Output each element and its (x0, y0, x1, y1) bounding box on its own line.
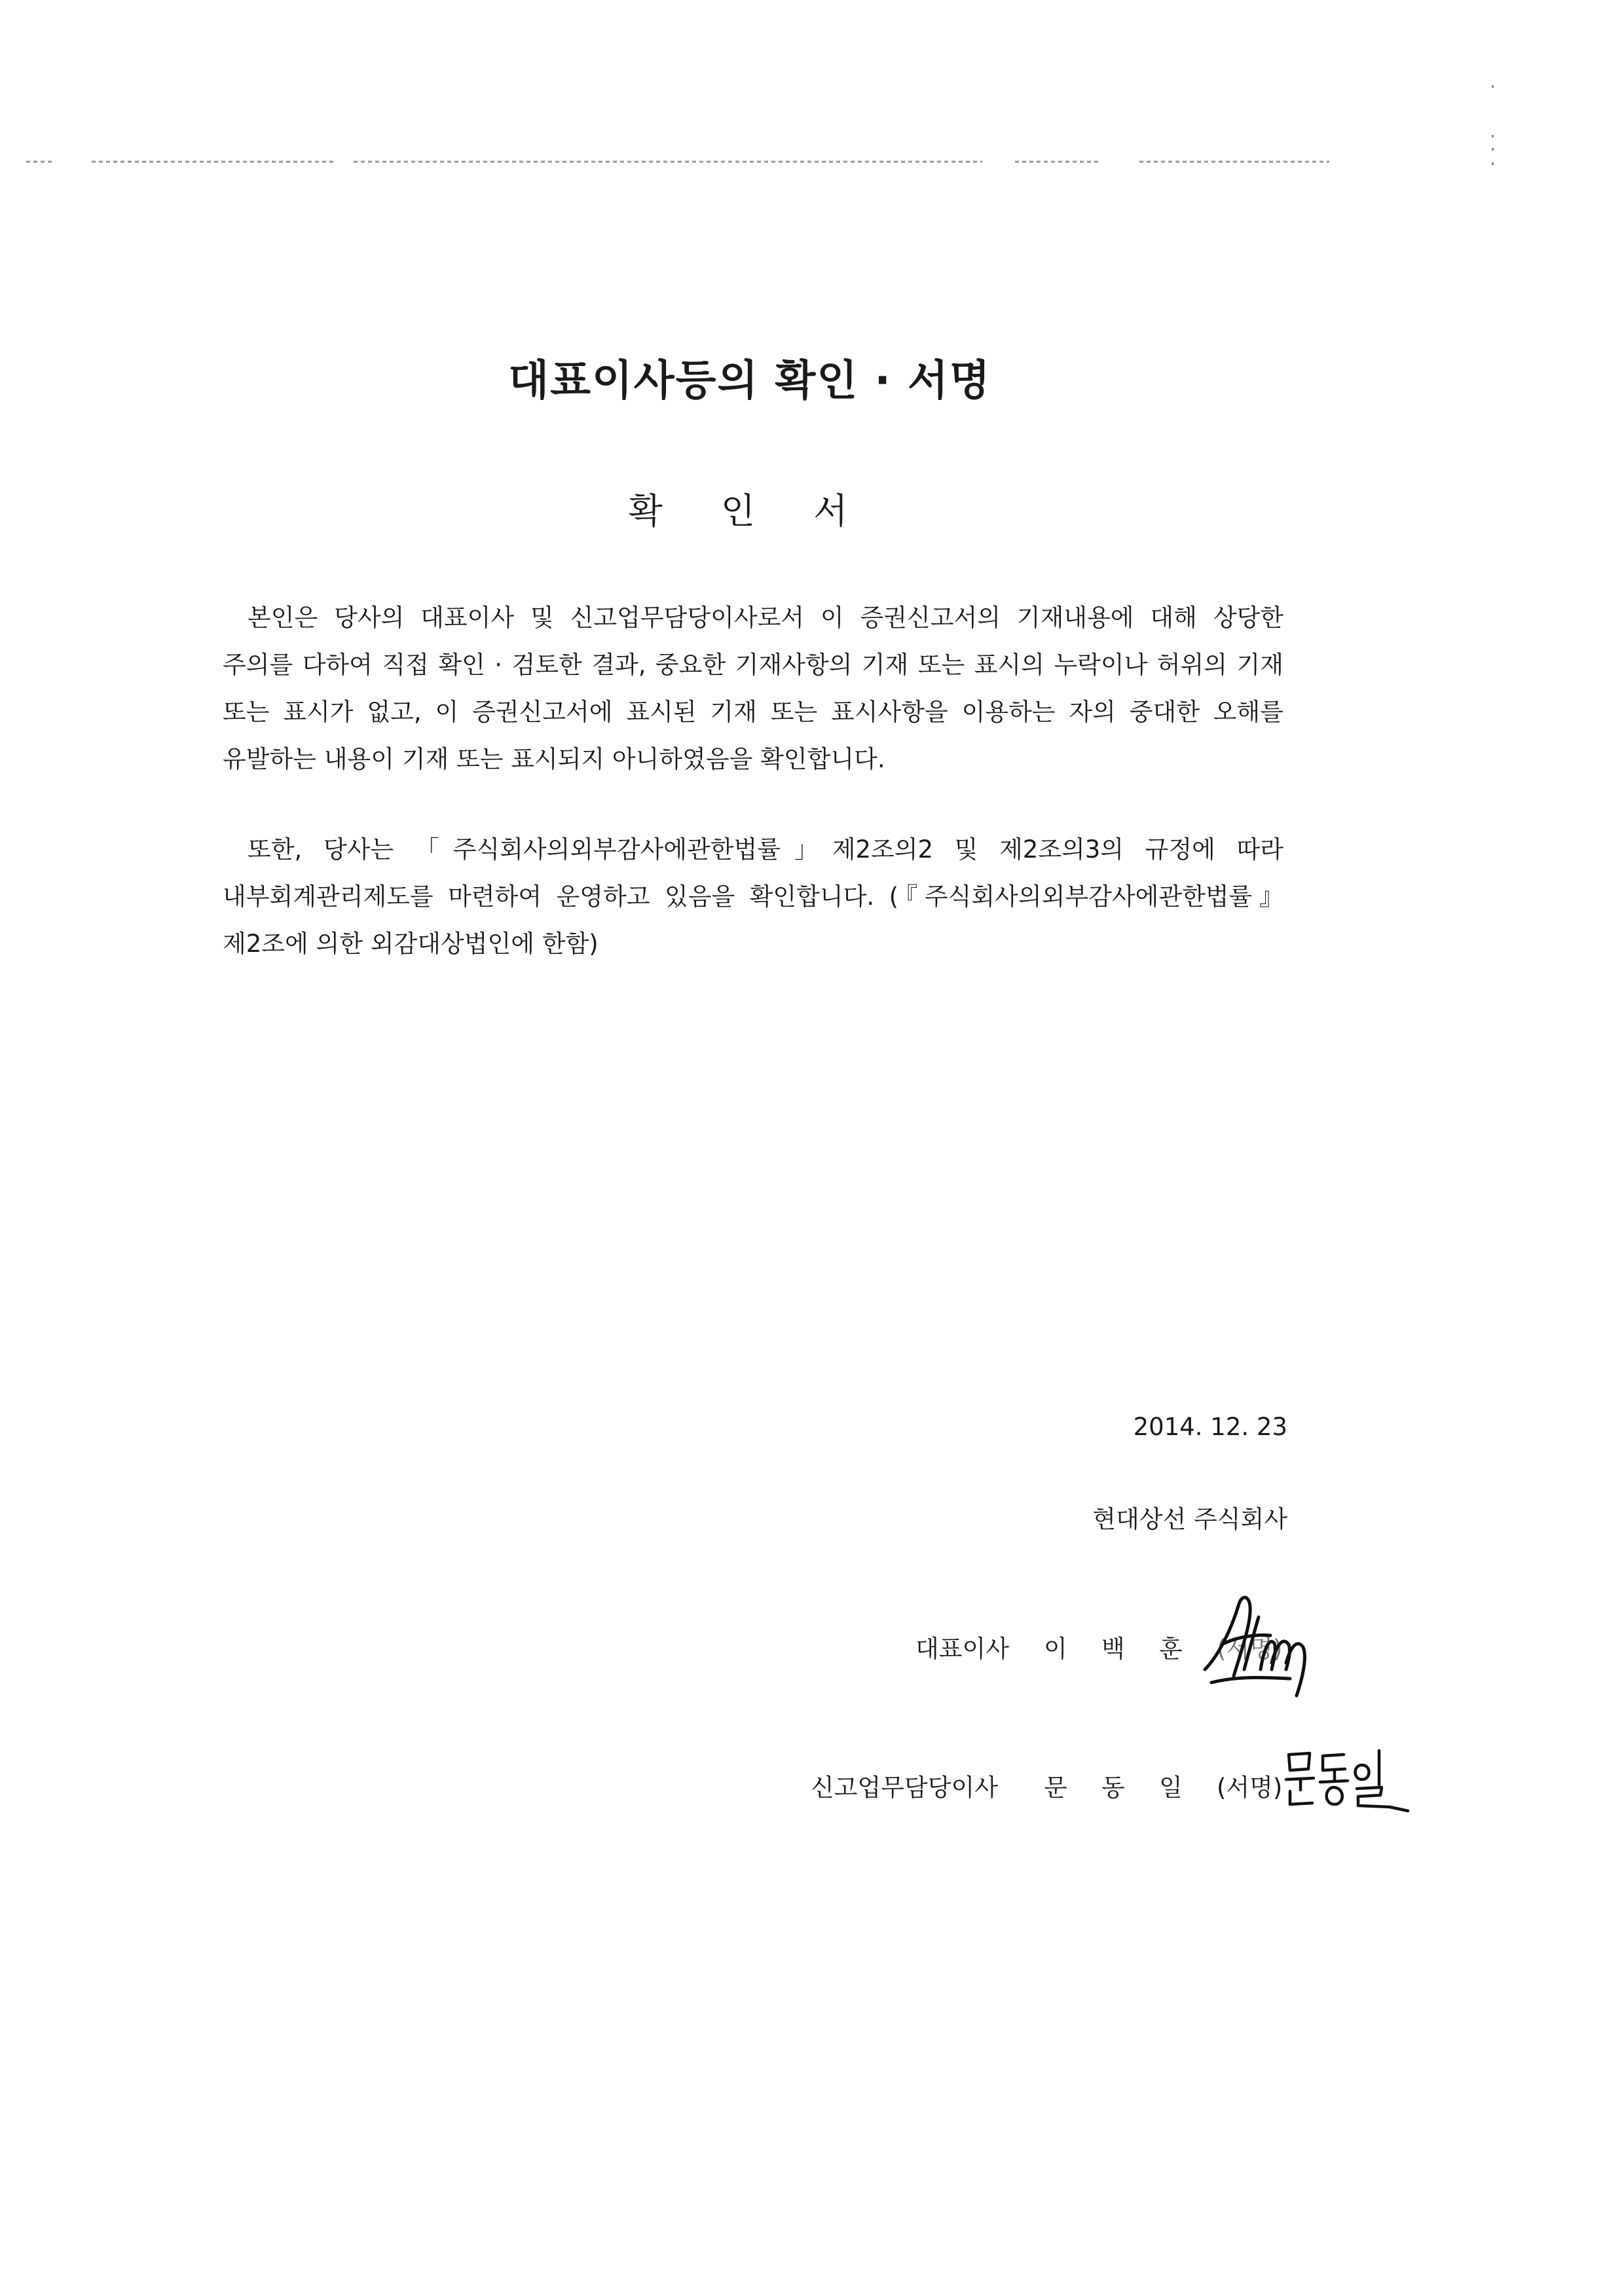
handwritten-signature-reporting-officer (1283, 1741, 1414, 1820)
document-title: 대표이사등의 확인 · 서명 (508, 357, 991, 405)
scan-edge-marks (1486, 79, 1500, 170)
signer-name-char: 훈 (1159, 1635, 1183, 1663)
signer-name-char: 일 (1159, 1774, 1183, 1802)
internal-control-paragraph: 또한, 당사는 「주식회사의외부감사에관한법률」제2조의2 및 제2조의3의 규정에 따라 내부회계관리제도를 마련하여 운영하고 있음을 확인합니다. (『주식회사의외부감사에관한법률』제2조에 의한 외감대상법인에 한함) (223, 835, 1283, 958)
signer-name-char: 동 (1101, 1774, 1125, 1802)
scan-artifact-line (26, 160, 1329, 164)
signer-name-char: 백 (1101, 1635, 1125, 1663)
signer-role: 대표이사 (915, 1635, 1009, 1663)
signer-name-char: 문 (1044, 1774, 1067, 1802)
company-name: 현대상선 주식회사 (1092, 1505, 1287, 1533)
signature-mark-label: (서명) (1217, 1635, 1283, 1663)
handwritten-signature-ceo (1198, 1571, 1329, 1715)
document-date: 2014. 12. 23 (1133, 1413, 1287, 1441)
signer-role: 신고업무담당이사 (811, 1774, 998, 1802)
signature-mark-label: (서명) (1217, 1774, 1283, 1802)
signer-name-char: 이 (1044, 1635, 1067, 1663)
document-subtitle: 확 인 서 (628, 490, 872, 532)
confirmation-paragraph: 본인은 당사의 대표이사 및 신고업무담당이사로서 이 증권신고서의 기재내용에 대해 상당한 주의를 다하여 직접 확인 · 검토한 결과, 중요한 기재사항의 기재 또는 표시의 누락이나 허위의 기재 또는 표시가 없고, 이 증권신고서에 표시된 기재 또는 표시사항을 이용하는 자의 중대한 오해를 유발하는 내용이 기재 또는 표시되지 아니하였음을 확인합니다. (223, 604, 1283, 773)
